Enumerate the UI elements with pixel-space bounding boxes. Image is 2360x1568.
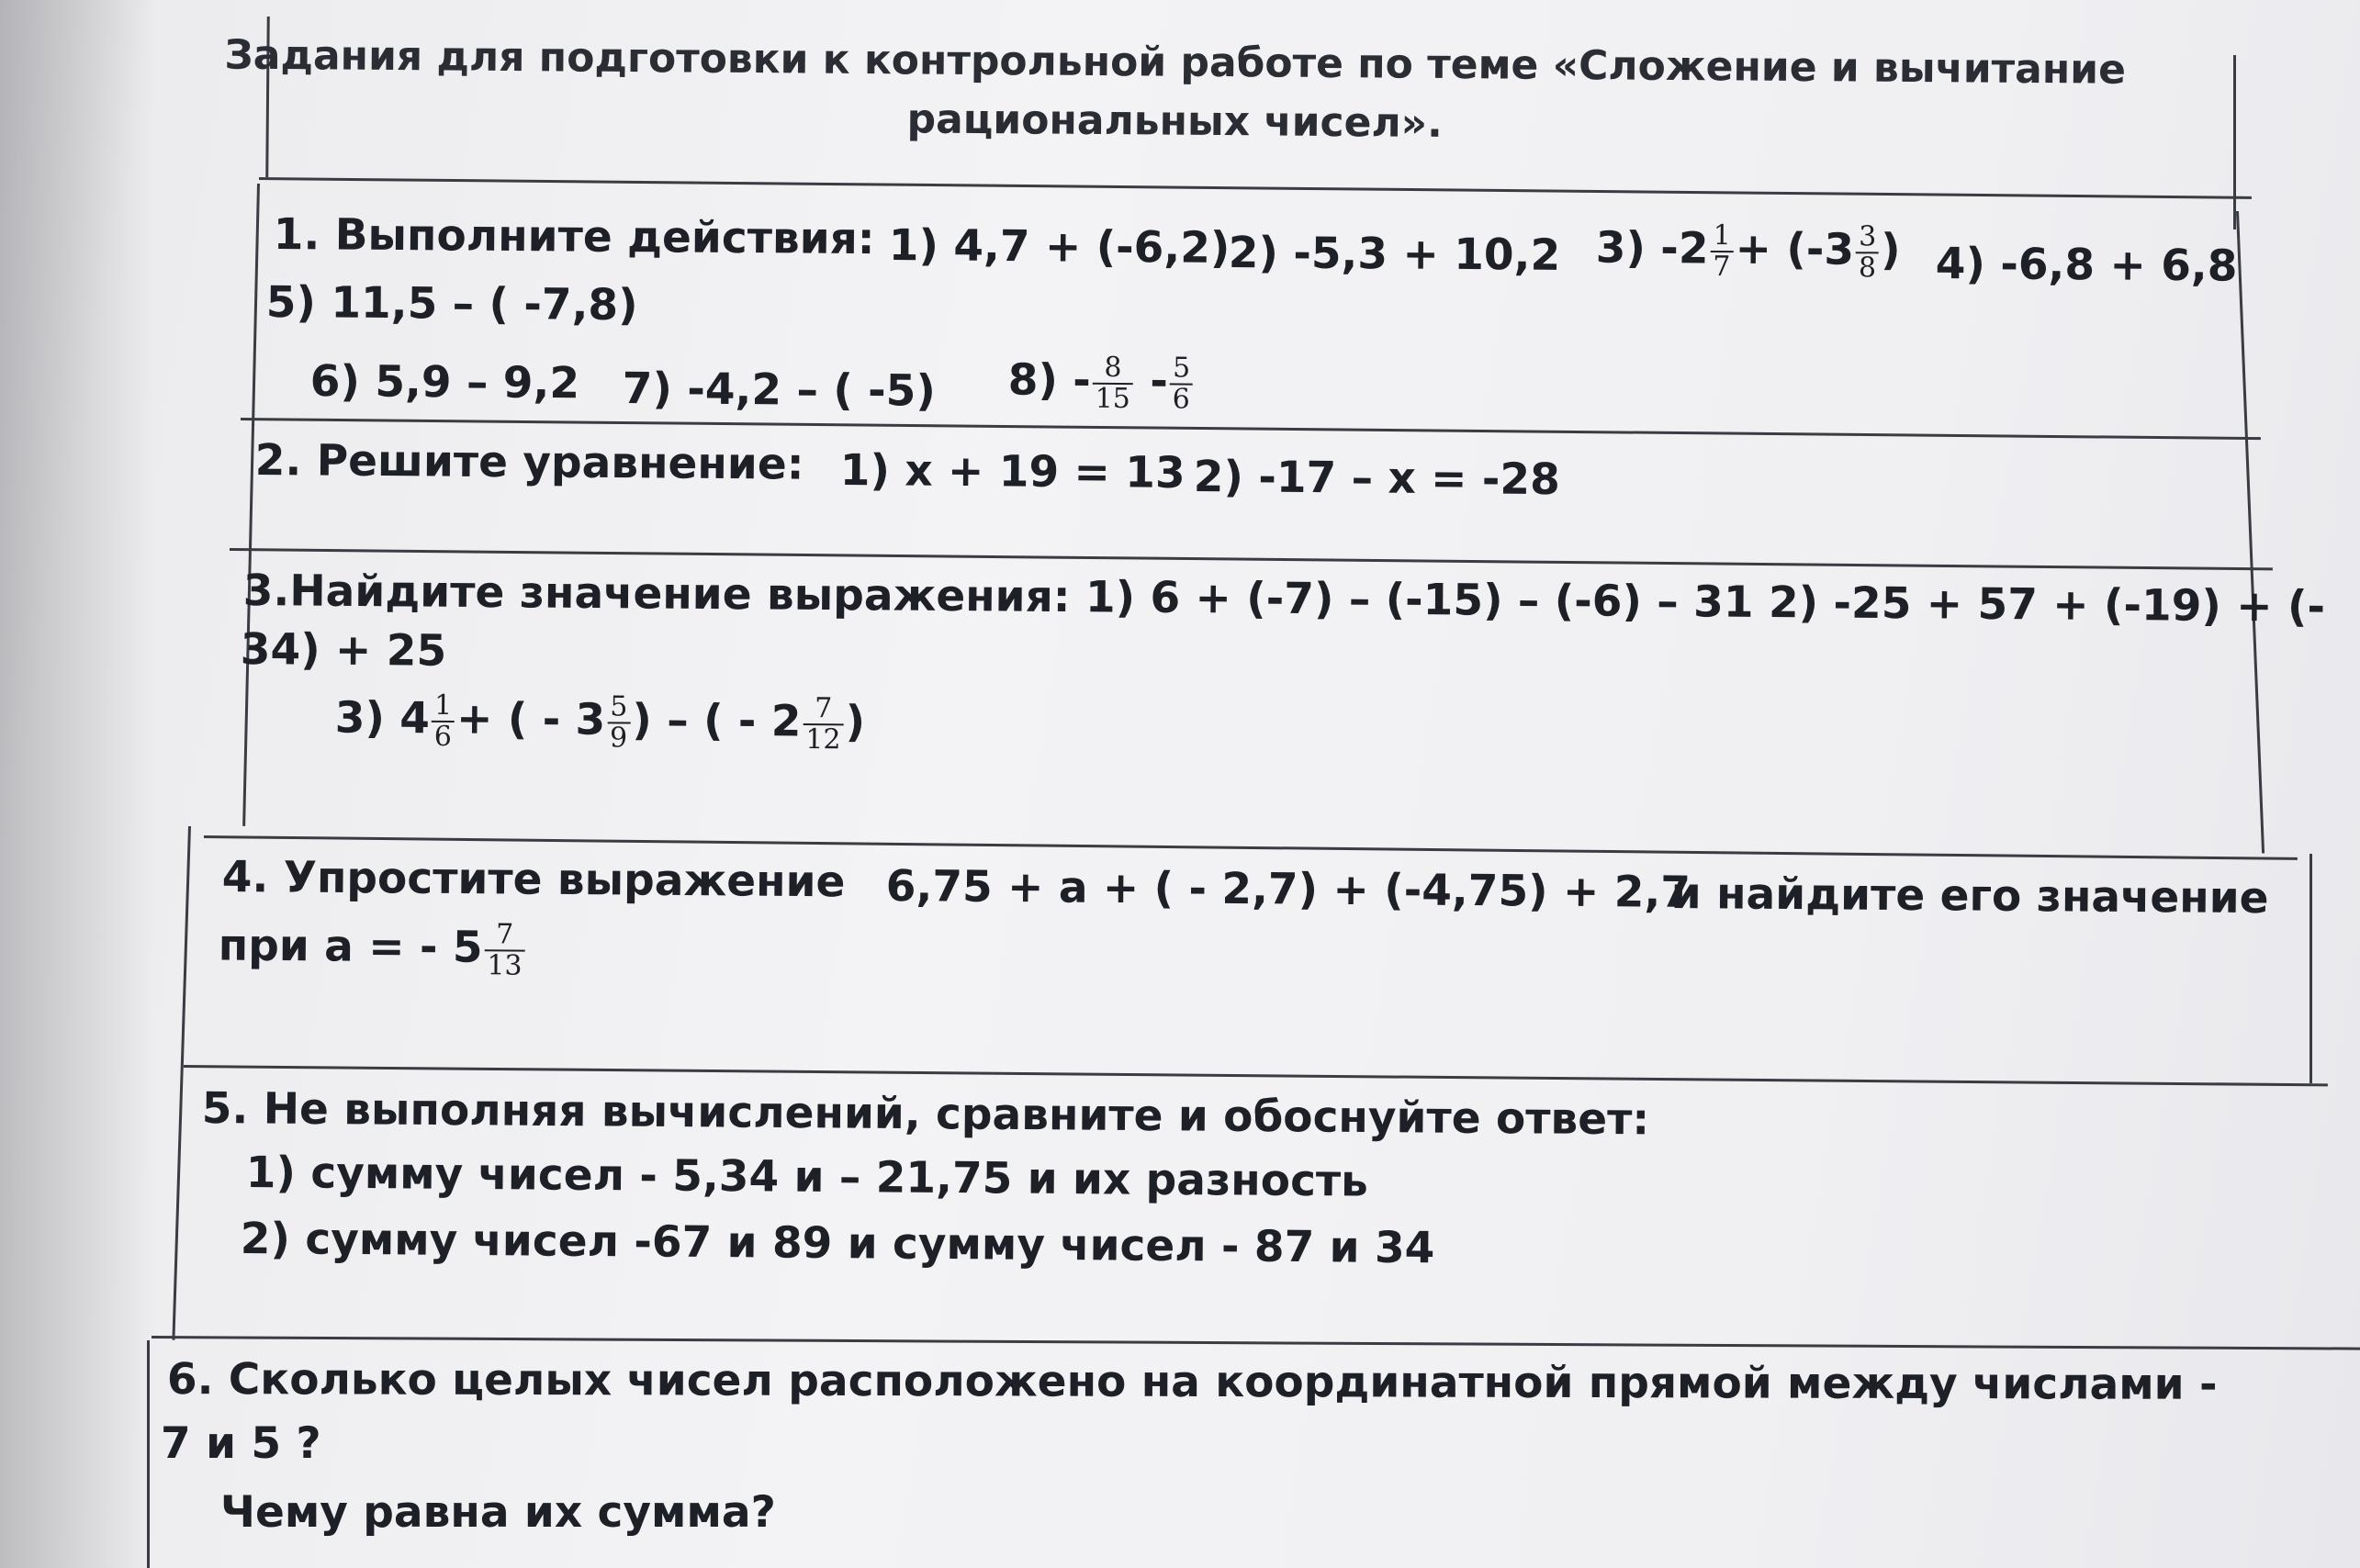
task1-item-8-prefix: 8) - — [1007, 354, 1092, 407]
task1-item-5: 5) 11,5 – ( -7,8) — [265, 277, 638, 331]
fraction-denominator: 6 — [433, 720, 453, 753]
row-divider — [152, 1336, 2360, 1350]
worksheet-title — [164, 26, 2186, 159]
task1-item-8-mid: - — [1150, 355, 1169, 407]
task1-item-8 — [1007, 353, 1195, 415]
fraction-numerator: 8 — [1093, 353, 1133, 385]
fraction — [803, 694, 844, 755]
table-left-border — [242, 184, 260, 826]
table-right-border — [2236, 211, 2264, 854]
fraction-numerator: 3 — [1856, 222, 1879, 253]
row-divider — [259, 177, 2252, 199]
task1-item-3-prefix: 3) -2 — [1595, 222, 1709, 274]
table-left-border — [147, 1340, 150, 1568]
task5-item-2: 2) сумму чисел -67 и 89 и сумму чисел - 87 и 34 — [240, 1214, 1435, 1274]
task6-line-2: 7 и 5 ? — [161, 1418, 321, 1469]
fraction-denominator: 6 — [1172, 383, 1190, 416]
fraction — [1093, 353, 1134, 414]
fraction — [607, 692, 631, 753]
row-divider — [184, 1065, 2328, 1086]
table-left-border — [172, 826, 191, 1340]
task3-line-2: 34) + 25 — [240, 624, 447, 677]
fraction-numerator: 7 — [803, 694, 843, 725]
task3-line-1: 3.Найдите значение выражения: 1) 6 + (-7) – (-15) – (-6) – 31 2) -25 + 57 + (-19) + (- — [242, 566, 2326, 633]
task1-label: 1. Выполните действия: — [273, 209, 875, 265]
fraction-denominator: 8 — [1858, 252, 1877, 285]
fraction-numerator: 7 — [485, 920, 525, 951]
table-right-border — [2309, 854, 2312, 1083]
fraction — [1856, 222, 1880, 283]
fraction — [432, 691, 455, 752]
task6-line-3: Чему равна их сумма? — [220, 1487, 776, 1538]
fraction-denominator: 12 — [805, 723, 841, 756]
task1-item-3 — [1595, 220, 1900, 284]
table-right-border — [2233, 55, 2236, 230]
task4-line-2 — [218, 918, 527, 981]
task5-label: 5. Не выполняя вычислений, сравните и обоснуйте ответ: — [201, 1083, 1650, 1146]
task6-line-1: 6. Сколько целых чисел расположено на координатной прямой между числами - — [166, 1354, 2218, 1410]
task1-item-1: 1) 4,7 + (-6,2) — [888, 220, 1231, 274]
fraction-denominator: 13 — [487, 949, 523, 982]
page-shadow — [0, 0, 156, 1568]
task4-label: 4. Упростите выражение — [221, 852, 846, 908]
task1-item-3-mid: + (-3 — [1735, 223, 1855, 275]
fraction-numerator: 1 — [1710, 221, 1733, 252]
task3-item-3-prefix: 3) 4 — [334, 692, 431, 745]
task2-item-1: 1) x + 19 = 13 — [839, 445, 1186, 498]
title-line-1: Задания для подготовки к контрольной работе по теме «Сложение и вычитание — [224, 31, 2127, 94]
fraction — [1170, 353, 1194, 414]
task5-item-1: 1) сумму чисел - 5,34 и – 21,75 и их разность — [245, 1148, 1369, 1207]
fraction — [484, 920, 525, 980]
task3-item-3-mid2: ) – ( - 2 — [632, 695, 802, 747]
fraction-denominator: 15 — [1095, 382, 1130, 416]
task4-line-2-prefix: при a = - 5 — [218, 920, 483, 973]
task2-item-2: 2) -17 – x = -28 — [1193, 452, 1561, 506]
task4-expression: 6,75 + a + ( - 2,7) + (-4,75) + 2,7 — [885, 861, 1691, 918]
task1-item-7: 7) -4,2 – ( -5) — [622, 364, 937, 417]
fraction-numerator: 5 — [1170, 353, 1193, 385]
title-line-2: рациональных чисел». — [906, 95, 1444, 147]
fraction-denominator: 7 — [1713, 251, 1731, 284]
task4-tail: и найдите его значение — [1670, 868, 2269, 924]
task3-item-3-mid1: + ( - 3 — [455, 693, 606, 745]
fraction-numerator: 5 — [607, 692, 630, 723]
task1-item-6: 6) 5,9 – 9,2 — [309, 356, 580, 409]
task3-item-3-suffix: ) — [845, 696, 866, 748]
task1-item-3-suffix: ) — [1880, 224, 1901, 276]
task3-item-3 — [334, 690, 865, 756]
fraction-numerator: 1 — [432, 691, 455, 722]
task2-label: 2. Решите уравнение: — [254, 435, 804, 490]
fraction-denominator: 9 — [609, 722, 628, 755]
task1-item-4: 4) -6,8 + 6,8 — [1935, 239, 2238, 292]
fraction — [1710, 221, 1734, 282]
task1-item-2: 2) -5,3 + 10,2 — [1228, 228, 1561, 281]
